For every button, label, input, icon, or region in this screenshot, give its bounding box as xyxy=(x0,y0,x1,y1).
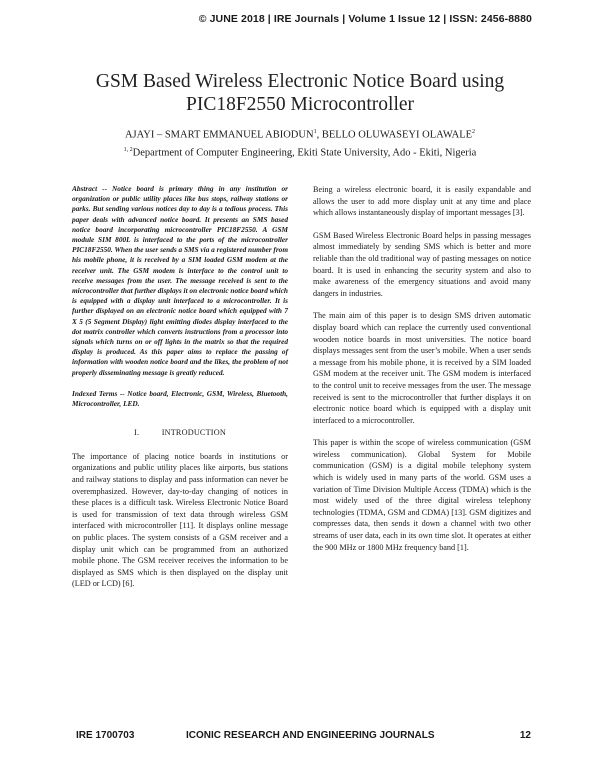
author-sup-b: 2 xyxy=(472,129,476,135)
author-sup-a: 1 xyxy=(313,129,317,135)
title-line-1: GSM Based Wireless Electronic Notice Board using xyxy=(95,71,505,92)
index-terms: Indexed Terms -- Notice board, Electronic, GSM, Wireless, Bluetooth, Microcontroller, LED. xyxy=(72,388,288,409)
author-name-a: AJAYI – SMART EMMANUEL ABIODUN xyxy=(124,129,314,141)
footer-paper-id: IRE 1700703 xyxy=(76,730,135,741)
footer-page-number: 12 xyxy=(519,730,531,741)
author-name-b: , BELLO OLUWASEYI OLAWALE xyxy=(316,129,473,141)
journal-header: © JUNE 2018 | IRE Journals | Volume 1 Issue 12 | ISSN: 2456-8880 xyxy=(198,13,532,25)
affiliation-text: Department of Computer Engineering, Ekiti State University, Ado - Ekiti, Nigeria xyxy=(132,147,477,158)
author-block xyxy=(60,125,540,160)
body-paragraph: This paper is within the scope of wireless communication (GSM wireless communication). Global System for Mobile communication (GSM) is a digital mobile telephony system which is widely used in many parts of the world. GSM uses a variation of Time Division Multiple Access (TDMA) which is the most widely used of the three digital wireless telephony technologies (TDMA, GSM and CDMA) [13]. GSM digitizes and compresses data, then sends it down a channel with two other streams of user data, each in its own time slot. It operates at either the 900 MHz or 1800 MHz frequency band [1]. xyxy=(313,438,531,552)
section-heading xyxy=(72,427,288,439)
body-paragraph: The main aim of this paper is to design SMS driven automatic display board which can replace the currently used conventional wooden notice boards in most universities. The notice board displays messages sent from the user’s mobile. When a user sends a message from his mobile phone, it is received by a SIM loaded GSM modem at the receiver unit. The GSM modem is interfaced to the control unit to receive messages from the user. The message received is sent to the microcontroller that further displays it on electronic notice board which is equipped with a display unit interfaced to a microcontroller. xyxy=(313,311,531,425)
footer-journal-name: ICONIC RESEARCH AND ENGINEERING JOURNALS xyxy=(186,730,435,741)
paper-title xyxy=(60,70,540,116)
abstract: Abstract -- Notice board is primary thing in any institution or organization or public utility places like bus stops, railway stations or parks. But sending various notices day to day is a tedious process. This paper deals with advanced notice board. It presents an SMS based notice board incorporating microcontroller PIC18F2550. A GSM module SIM 800L is interfaced to the ports of the microcontroller PIC18F2550. When the user sends a SMS via a registered number from his mobile phone, it is received by a SIM loaded GSM modem at the receiver unit. The GSM modem is interface to the control unit to receive messages from the user. The message received is sent to the microcontroller that further displays it on electronic notice board which is equipped with a display unit interfaced to a microcontroller. It is further displayed on an electronic notice board which equipped with 7 X 5 (5 Segment Display) light emitting diodes display interfaced to the dot matrix controller which converts instructions from a processor into signals which turns on or off lights in the matrix so that the required display is produced. As this paper aims to replace the passing of information with wooden notice board and the likes, the problem of not properly disseminating message is greatly reduced. xyxy=(72,184,288,377)
affiliation-sup: 1, 2 xyxy=(123,146,133,153)
body-paragraph: GSM Based Wireless Electronic Board helps in passing messages almost immediately by sending SMS which is better and more reliable than the old traditional way of pasting messages on notice board. It is used in enhancing the security system and also to make awareness of the emergency situations and avoid many dangers in industries. xyxy=(313,230,531,298)
intro-paragraph: The importance of placing notice boards in institutions or organizations and public utility places like airports, bus stations and railway stations to display and pass information can never be overemphasized. However, day-to-day changing of notices in these places is a difficult task. Wireless Electronic Notice Board is used for transmission of text data through wireless GSM interfaced with microcontroller [11]. It displays online message on public places. The system consists of a GSM receiver and a display unit which can be programmed from an authorized mobile phone. The GSM receiver receives the information to be displayed as SMS which is then displayed on the display unit (LED or LCD) [6]. xyxy=(72,451,288,589)
title-line-2: PIC18F2550 Microcontroller xyxy=(185,94,415,115)
section-title: INTRODUCTION xyxy=(161,428,226,438)
right-column xyxy=(313,184,531,564)
left-column xyxy=(72,184,288,601)
author-names xyxy=(60,125,540,143)
affiliation xyxy=(60,143,540,161)
body-paragraph: Being a wireless electronic board, it is easily expandable and allows the user to add more display unit at any time and place which allows instantaneously display of important messages [3]. xyxy=(313,185,531,218)
page-footer xyxy=(76,730,531,744)
section-number: I. xyxy=(134,428,140,438)
